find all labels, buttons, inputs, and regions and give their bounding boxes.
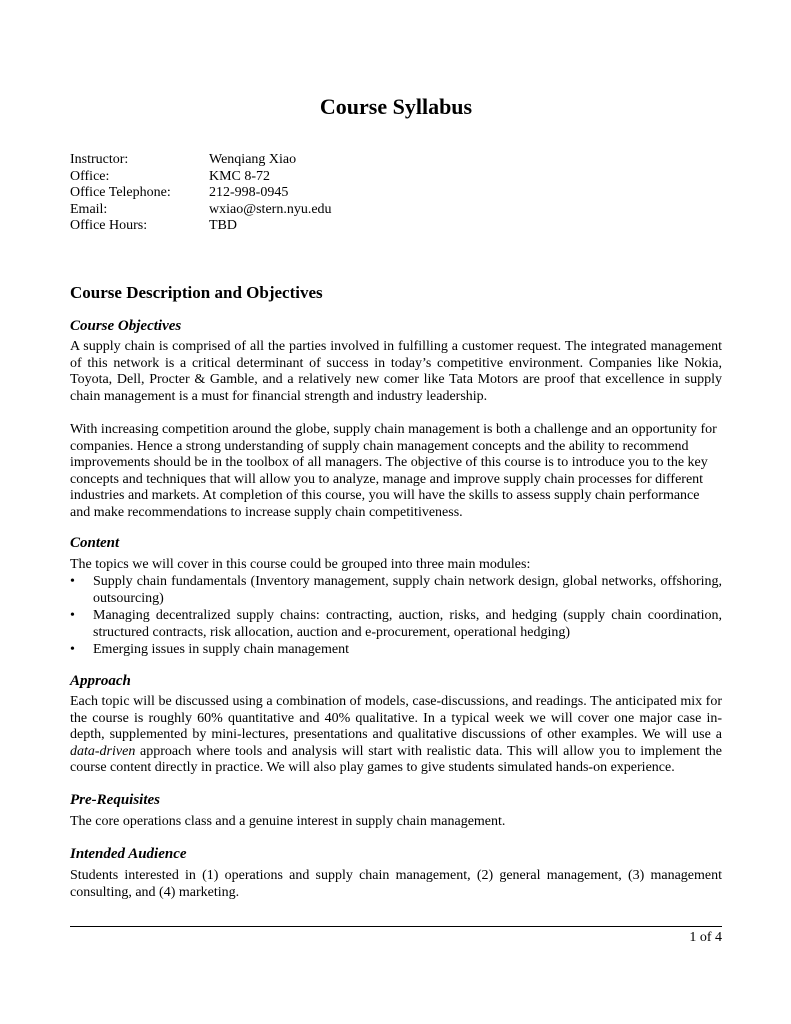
office-hours-value: TBD — [209, 218, 237, 234]
info-label: Office Telephone: — [70, 185, 171, 201]
page-title: Course Syllabus — [319, 94, 473, 119]
info-label: Email: — [70, 201, 108, 217]
info-row-office — [70, 169, 332, 186]
approach-paragraph — [70, 694, 722, 777]
info-label: Instructor: — [70, 152, 129, 167]
content-heading: Content — [70, 535, 120, 551]
approach-text-after: approach where tools and analysis will start with realistic data. This will allow you to implement the course content directly in practice. We will also play games to give students simulated hands-on experience. — [70, 743, 722, 776]
objectives-heading: Course Objectives — [70, 318, 182, 334]
info-label: Office: — [70, 168, 110, 184]
instructor-name: Wenqiang Xiao — [209, 152, 297, 167]
prereq-heading: Pre-Requisites — [70, 792, 160, 808]
module-text: Emerging issues in supply chain management — [93, 642, 349, 658]
approach-text-before: Each topic will be discussed using a combination of models, case-discussions, and readings. The anticipated mix for the course is roughly 60% quantitative and 40% qualitative. In a typical week we will cover one major case in-depth, supplemented by mini-lectures, presentations and qualitative discussions of other examples. We will use a — [70, 694, 722, 743]
approach-emphasis: data-driven — [70, 743, 136, 759]
section-heading: Course Description and Objectives — [70, 283, 323, 302]
info-row-office-hours — [70, 218, 332, 235]
bullet-icon: • — [70, 642, 75, 658]
objectives-paragraph-2: With increasing competition around the globe, supply chain management is both a challenge and an opportunity for companies. Hence a strong understanding of supply chain management concepts and the ability to recommend improvements should be in the toolbox of all managers. The objective of this course is to introduce you to the key concepts and techniques that will allow you to analyze, manage and improve supply chain processes for different industries and markets. At completion of this course, you will have the skills to assess supply chain performance and make recommendations to increase supply chain competitiveness. — [70, 422, 717, 520]
bullet-icon: • — [70, 574, 75, 589]
content-intro: The topics we will cover in this course could be grouped into three main modules: — [70, 557, 531, 572]
office-value: KMC 8-72 — [209, 168, 271, 184]
telephone-value: 212-998-0945 — [209, 185, 289, 201]
instructor-info — [70, 152, 332, 235]
module-text: Managing decentralized supply chains: contracting, auction, risks, and hedging (supply chain coordination, structured contracts, risk allocation, auction and e-procurement, operational hedging) — [93, 608, 722, 640]
audience-text: Students interested in (1) operations and supply chain management, (2) general management, (3) management consulting, and (4) marketing. — [70, 868, 722, 900]
info-row-instructor — [70, 152, 332, 169]
email-value: wxiao@stern.nyu.edu — [209, 201, 332, 217]
list-item — [70, 642, 722, 659]
info-label: Office Hours: — [70, 218, 148, 234]
info-row-email — [70, 202, 332, 219]
module-text: Supply chain fundamentals (Inventory management, supply chain network design, global networks, offshoring, outsourcing) — [93, 574, 722, 606]
syllabus-page — [70, 0, 722, 1024]
approach-heading: Approach — [70, 673, 131, 689]
list-item — [70, 574, 722, 607]
info-row-telephone — [70, 185, 332, 202]
objectives-paragraph-1: A supply chain is comprised of all the parties involved in fulfilling a customer request. The integrated management of this network is a critical determinant of success in today’s competitive environment. Companies like Nokia, Toyota, Dell, Procter & Gamble, and a relatively new comer like Tata Motors are proof that excellence in supply chain management is a must for financial strength and industry leadership. — [70, 339, 722, 404]
page-number: 1 of 4 — [689, 930, 722, 945]
list-item — [70, 608, 722, 641]
footer-divider — [70, 926, 722, 927]
content-module-list — [70, 574, 722, 660]
audience-heading: Intended Audience — [70, 846, 187, 862]
bullet-icon: • — [70, 608, 75, 624]
prereq-text: The core operations class and a genuine interest in supply chain management. — [70, 814, 506, 829]
